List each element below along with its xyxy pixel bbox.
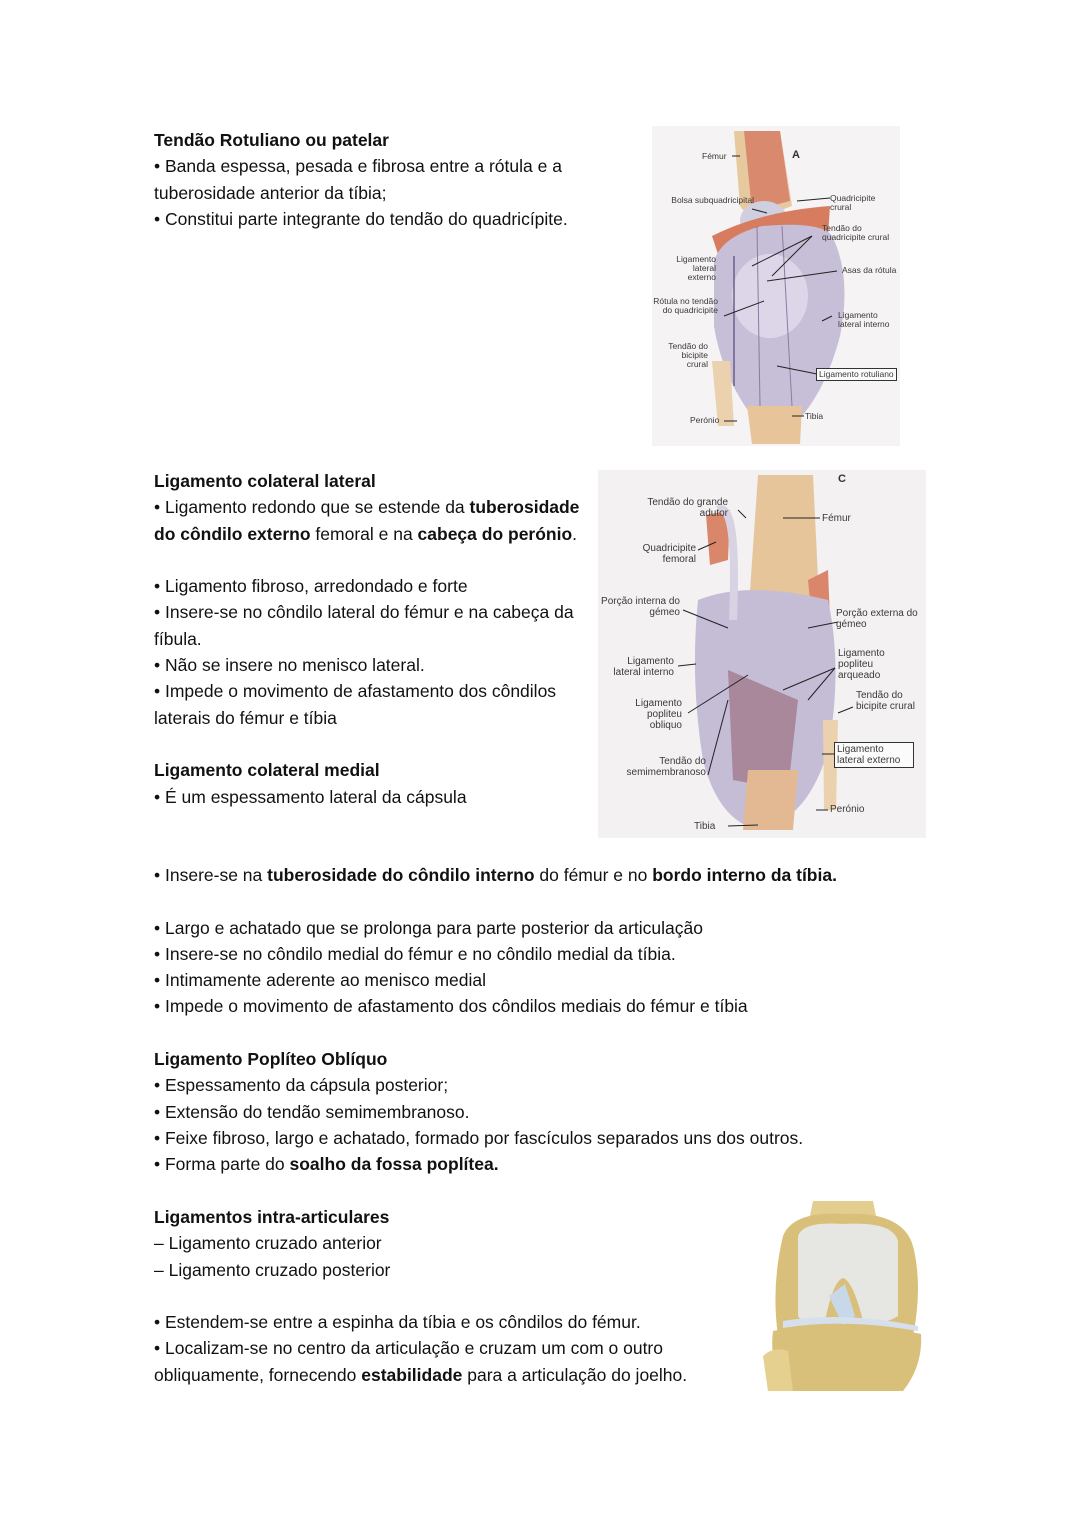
bold-text: tuberosidade do côndilo interno [267,865,535,885]
bullet: • Constitui parte integrante do tendão do quadricípite. [154,208,568,229]
bullet: • Insere-se no côndilo lateral do fémur e na cabeça da fíbula. [154,602,574,649]
bullet: • Estendem-se entre a espinha da tíbia e os côndilos do fémur. [154,1312,641,1333]
bold-text: estabilidade [361,1364,463,1385]
text: • Insere-se na [154,865,268,885]
bold-text: tuberosidade do côndilo externo [154,497,580,544]
text: do fémur e no [534,865,653,885]
label-femur: Fémur [702,151,727,161]
label-ligamento-lateral-interno: Ligamento lateral interno [613,656,674,678]
section-title-medial: Ligamento colateral medial [154,760,380,781]
bullet: • Espessamento da cápsula posterior; [154,1075,449,1096]
section-colateral-lateral [154,468,594,810]
label-ligamento-lateral-externo: Ligamento lateral externo [834,742,914,768]
label-ligamento-popliteu-arqueado: Ligamento popliteu arqueado [838,648,885,681]
section-title: Ligamentos intra-articulares [154,1207,390,1227]
label-ligamento-lateral-externo: Ligamento lateral externo [676,254,716,282]
panel-letter: A [792,149,800,161]
section-tendao-rotuliano [154,127,624,232]
bullet: • Impede o movimento de afastamento dos côndilos mediais do fémur e tíbia [154,996,748,1017]
label-bolsa: Bolsa subquadricipital [671,195,754,205]
section-intra-articulares [154,1204,734,1388]
label-ligamento-lateral-interno: Ligamento lateral interno [838,310,890,329]
text: para a articulação do joelho. [462,1364,688,1385]
label-quadricipite: Quadricipite crural [830,193,876,212]
bullet [154,1151,914,1177]
bold-text: soalho da fossa poplítea. [289,1154,499,1175]
label-tendao-grande-adutor: Tendão do grande adutor [647,497,728,519]
bold-text: bordo interno da tíbia. [652,865,837,885]
list-item: – Ligamento cruzado anterior [154,1233,382,1254]
text: • Ligamento redondo que se estende da [154,497,470,518]
section-colateral-medial [154,862,914,1204]
label-tendao-bicipite-crural: Tendão do bicipite crural [856,690,915,712]
label-tendao-bicipite: Tendão do bicipite crural [668,341,708,369]
figure-c-posterior-knee [598,470,926,838]
bullet: • Impede o movimento de afastamento dos côndilos laterais do fémur e tíbia [154,681,557,728]
bullet: • Insere-se no côndilo medial do fémur e no côndilo medial da tíbia. [154,943,676,964]
knee-joint-illustration [763,1196,928,1396]
label-porcao-interna-gemeo: Porção interna do gémeo [601,596,680,618]
bullet: • Largo e achatado que se prolonga para parte posterior da articulação [154,917,703,938]
label-tibia: Tibia [694,821,716,832]
section-title: Ligamento Poplíteo Oblíquo [154,1049,388,1070]
figure-a-anterior-knee [652,126,900,446]
intro-bullet [154,494,594,547]
label-peronio: Perónio [690,415,720,425]
bold-text: cabeça do perónio [417,523,573,544]
label-quadricipite-femoral: Quadricipite femoral [642,543,696,565]
label-tendao-quadricipite: Tendão do quadricipite crural [822,223,890,242]
text: • Forma parte do [154,1154,290,1175]
panel-letter: C [838,473,846,485]
label-ligamento-rotuliano: Ligamento rotuliano [816,368,897,381]
label-tibia: Tibia [805,411,824,421]
text: • Localizam-se no centro da articulação e cruzam um com o outro obliquamente, fornecendo [154,1338,663,1385]
bullet: • Extensão do tendão semimembranoso. [154,1101,470,1122]
label-ligamento-popliteu-obliquo: Ligamento popliteu obliquo [635,698,682,731]
knee-anterior-illustration [652,126,900,446]
section-title: Ligamento colateral lateral [154,471,376,491]
bullet: • Banda espessa, pesada e fibrosa entre a rótula e a tuberosidade anterior da tíbia; [154,156,562,203]
bullet: • Não se insere no menisco lateral. [154,655,425,676]
label-tendao-semimembranoso: Tendão do semimembranoso [626,756,706,778]
bullet [154,1335,734,1388]
label-asas-rotula: Asas da rótula [842,265,897,275]
list-item: – Ligamento cruzado posterior [154,1259,391,1280]
text: femoral e na [310,523,418,544]
label-peronio: Perónio [830,804,865,815]
label-femur: Fémur [822,513,851,524]
insertion-bullet [154,862,914,888]
section-title: Tendão Rotuliano ou patelar [154,130,389,150]
bullet: • Intimamente aderente ao menisco medial [154,970,486,991]
figure-knee-joint-3d [763,1196,928,1396]
bullet: • Ligamento fibroso, arredondado e forte [154,576,468,597]
label-porcao-externa-gemeo: Porção externa do gémeo [836,608,918,630]
bullet: • É um espessamento lateral da cápsula [154,786,467,807]
label-rotula: Rótula no tendão do quadricipite [653,296,718,315]
bullet: • Feixe fibroso, largo e achatado, formado por fascículos separados uns dos outros. [154,1127,804,1148]
text: . [572,523,578,544]
